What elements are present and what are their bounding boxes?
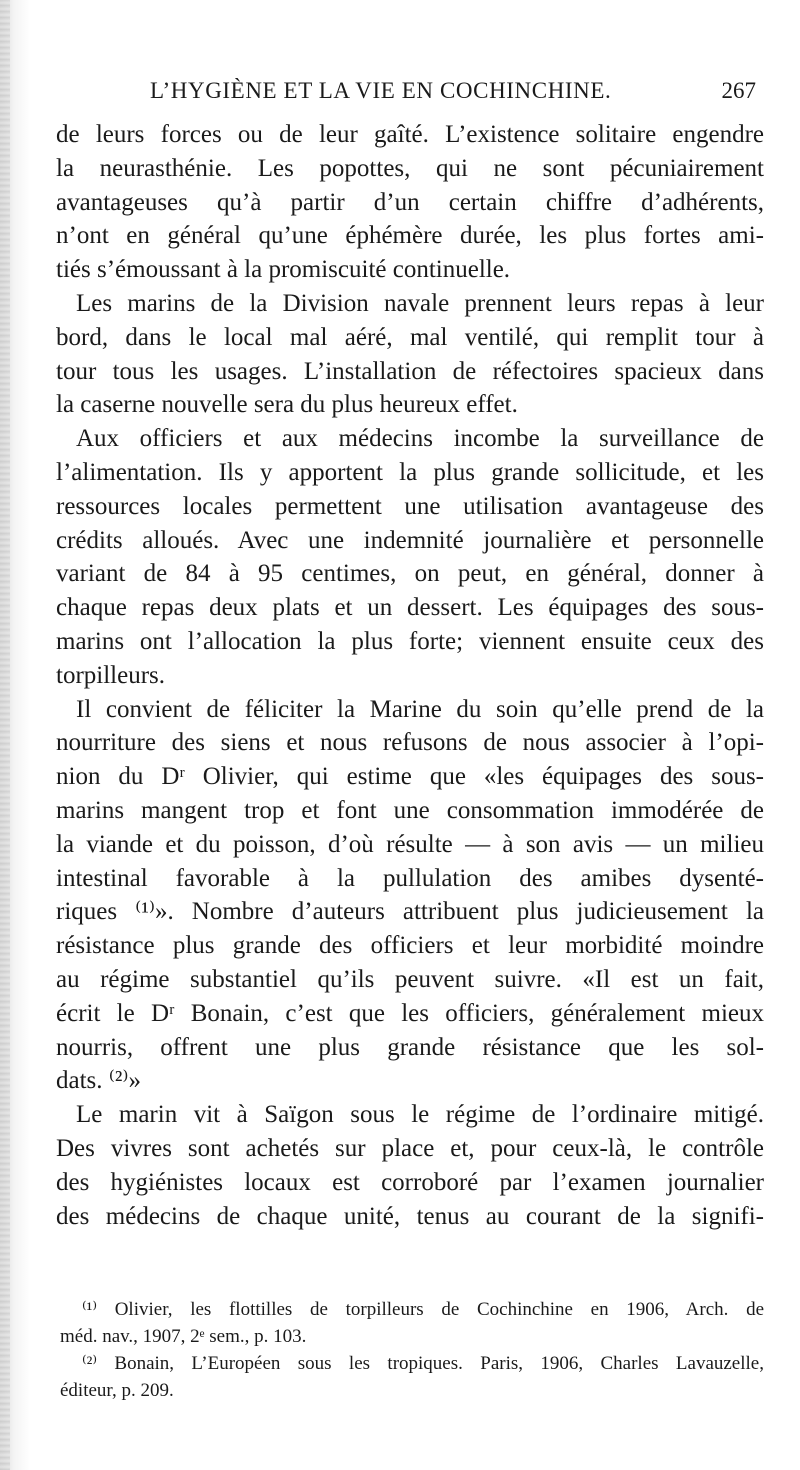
text-line: au régime substantiel qu’ils peuvent suivre. «Il est un fait, [56,965,764,993]
text-line: la neurasthénie. Les popottes, qui ne sont pécuniairement [56,154,764,182]
text-line: chaque repas deux plats et un dessert. Les équipages des sous- [56,594,764,622]
text-line: l’alimentation. Ils y apportent la plus grande sollicitude, et les [56,458,764,486]
footnote-line: éditeur, p. 209. [60,1380,174,1401]
scan-binding-edge [0,0,10,1470]
text-line: ressources locales permettent une utilisation avantageuse des [56,492,764,520]
text-line: Les marins de la Division navale prennent leurs repas à leur [76,289,764,317]
text-line: intestinal favorable à la pullulation des amibes dysenté- [56,864,764,892]
text-line: tour tous les usages. L’installation de réfectoires spacieux dans [56,357,764,385]
text-line: résistance plus grande des officiers et leur morbidité moindre [56,932,764,960]
text-line: Aux officiers et aux médecins incombe la surveillance de [76,425,764,453]
page-number: 267 [721,78,756,103]
footnotes [60,1296,764,1404]
text-line: Des vivres sont achetés sur place et, pour ceux-là, le contrôle [56,1134,764,1162]
body-text [56,118,764,1233]
footnote-line: ⁽¹⁾ Olivier, les flottilles de torpilleurs de Cochinchine en 1906, Arch. de [82,1299,764,1320]
text-line: bord, dans le local mal aéré, mal ventilé, qui remplit tour à [56,323,764,351]
page-header [60,78,760,112]
text-line: dats. ⁽²⁾» [56,1067,142,1095]
text-line: nourris, offrent une plus grande résistance que les sol- [56,1033,764,1061]
text-line: marins ont l’allocation la plus forte; viennent ensuite ceux des [56,627,764,655]
text-line: torpilleurs. [56,661,166,689]
text-line: nourriture des siens et nous refusons de nous associer à l’opi- [56,729,764,757]
text-line: variant de 84 à 95 centimes, on peut, en général, donner à [56,560,764,588]
running-title: L’HYGIÈNE ET LA VIE EN COCHINCHINE. [150,78,612,103]
text-line: la viande et du poisson, d’où résulte — à son avis — un milieu [56,830,764,858]
text-line: marins mangent trop et font une consommation immodérée de [56,796,764,824]
text-line: des médecins de chaque unité, tenus au courant de la signifi- [56,1202,764,1230]
text-line: riques ⁽¹⁾». Nombre d’auteurs attribuent plus judicieusement la [56,898,764,926]
text-line: des hygiénistes locaux est corroboré par l’examen journalier [56,1168,764,1196]
footnote-line: ⁽²⁾ Bonain, L’Européen sous les tropiques. Paris, 1906, Charles Lavauzelle, [82,1353,764,1374]
text-line: tiés s’émoussant à la promiscuité continuelle. [56,256,511,284]
text-line: crédits alloués. Avec une indemnité journalière et personnelle [56,526,764,554]
text-line: Il convient de féliciter la Marine du soin qu’elle prend de la [76,695,764,723]
text-line: n’ont en général qu’une éphémère durée, les plus fortes ami- [56,222,764,250]
text-line: Le marin vit à Saïgon sous le régime de l’ordinaire mitigé. [76,1101,764,1129]
text-line: de leurs forces ou de leur gaîté. L’existence solitaire engendre [56,121,764,148]
text-line: avantageuses qu’à partir d’un certain chiffre d’adhérents, [56,188,764,216]
footnote-line: méd. nav., 1907, 2ᵉ sem., p. 103. [60,1326,307,1347]
text-line: nion du Dʳ Olivier, qui estime que «les équipages des sous- [56,763,764,791]
text-line: écrit le Dʳ Bonain, c’est que les officiers, généralement mieux [56,999,764,1027]
text-line: la caserne nouvelle sera du plus heureux effet. [56,391,518,419]
